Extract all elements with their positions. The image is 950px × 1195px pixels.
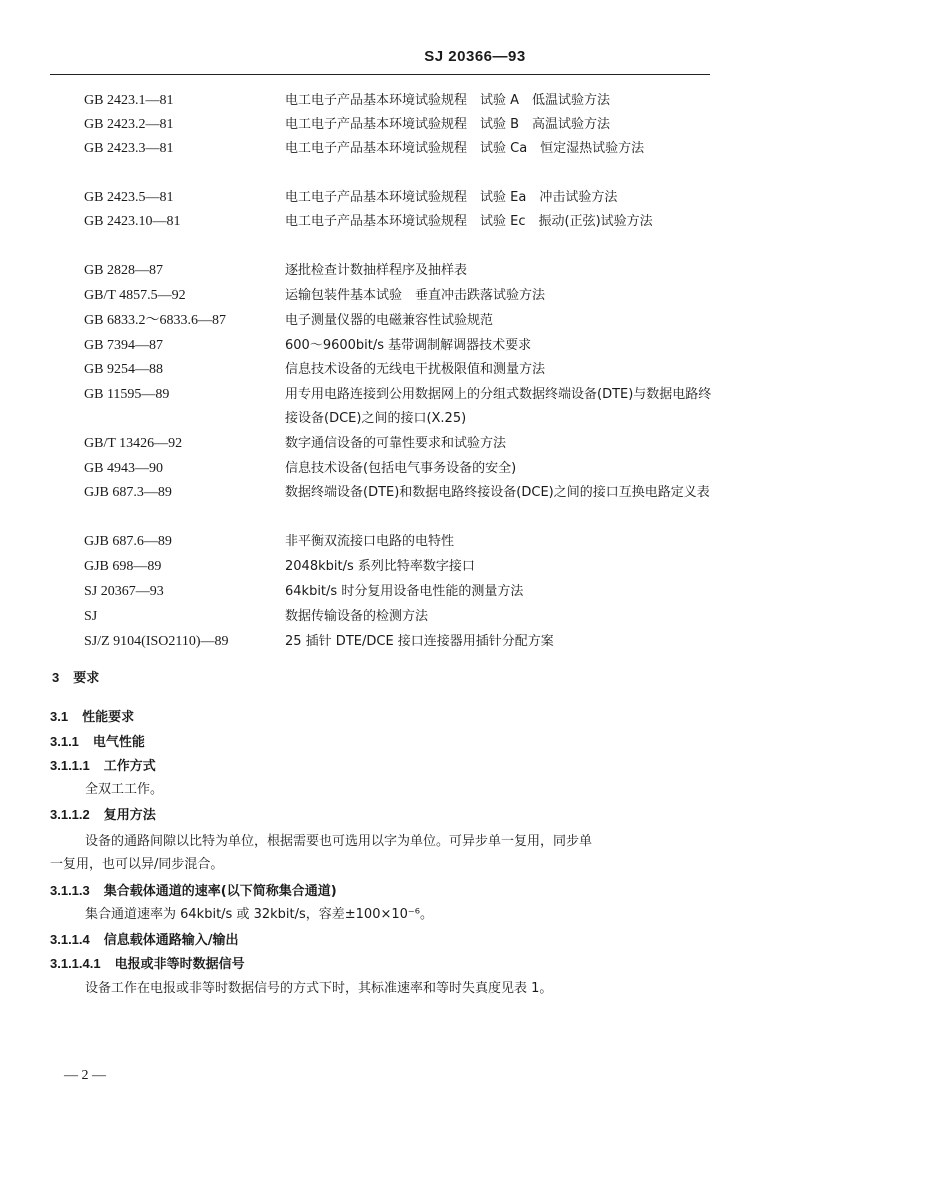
reference-row — [0, 383, 950, 426]
reference-code: GB 2828—87 — [84, 263, 163, 278]
section-number: 3.1 — [50, 709, 69, 724]
reference-title: 25 插针 DTE/DCE 接口连接器用插针分配方案 — [285, 634, 554, 649]
page-number: — 2 — — [64, 1068, 106, 1083]
reference-code: GB 2423.1—81 — [84, 93, 174, 108]
reference-code: SJ — [84, 609, 98, 624]
reference-row — [0, 259, 950, 283]
reference-code: SJ/Z 9104(ISO2110)—89 — [84, 634, 229, 649]
section-heading-3-1-1-3 — [50, 879, 337, 904]
reference-row — [0, 580, 950, 604]
reference-title: 电工电子产品基本环境试验规程 试验 Ec 振动(正弦)试验方法 — [285, 214, 653, 229]
reference-row — [0, 481, 950, 505]
reference-code: GB 2423.2—81 — [84, 117, 174, 132]
reference-row — [0, 284, 950, 308]
section-title: 信息载体通路输入/输出 — [103, 933, 239, 948]
section-title: 性能要求 — [82, 710, 135, 725]
reference-title: 数字通信设备的可靠性要求和试验方法 — [285, 436, 507, 451]
reference-title: 600～9600bit/s 基带调制解调器技术要求 — [285, 338, 532, 353]
section-number: 3.1.1.2 — [50, 807, 90, 822]
reference-row — [0, 113, 950, 137]
section-heading-3-1 — [50, 705, 134, 730]
header-rule — [50, 74, 710, 75]
reference-title: 电工电子产品基本环境试验规程 试验 B 高温试验方法 — [285, 117, 611, 132]
reference-title: 电工电子产品基本环境试验规程 试验 Ca 恒定湿热试验方法 — [285, 141, 645, 156]
section-number: 3.1.1 — [50, 734, 79, 749]
reference-row — [0, 630, 950, 654]
reference-title: 信息技术设备的无线电干扰极限值和测量方法 — [285, 362, 546, 377]
section-title: 电报或非等时数据信号 — [114, 957, 245, 972]
section-title: 集合载体通道的速率(以下简称集合通道) — [103, 884, 337, 899]
reference-title: 数据传输设备的检测方法 — [285, 609, 429, 624]
reference-row — [0, 89, 950, 113]
section-number: 3 — [52, 670, 60, 685]
reference-title: 非平衡双流接口电路的电特性 — [285, 534, 455, 549]
section-heading-3-1-1-1 — [50, 754, 156, 779]
reference-code: GJB 687.3—89 — [84, 485, 172, 500]
paragraph: 设备工作在电报或非等时数据信号的方式下时，其标准速率和等时失真度见表 1。 — [85, 981, 553, 996]
reference-code: SJ 20367—93 — [84, 584, 164, 599]
reference-code: GJB 687.6—89 — [84, 534, 172, 549]
reference-title: 数据终端设备(DTE)和数据电路终接设备(DCE)之间的接口互换电路定义表 — [285, 485, 710, 500]
section-title: 要求 — [73, 671, 100, 686]
reference-title: 逐批检查计数抽样程序及抽样表 — [285, 263, 468, 278]
section-heading-3-1-1 — [50, 730, 145, 755]
section-heading-3-1-1-4 — [50, 928, 239, 953]
section-title: 工作方式 — [103, 759, 156, 774]
reference-code: GB 2423.10—81 — [84, 214, 181, 229]
section-title: 电气性能 — [92, 735, 145, 750]
reference-code: GB 7394—87 — [84, 338, 163, 353]
paragraph: 集合通道速率为 64kbit/s 或 32kbit/s，容差±100×10⁻⁶。 — [85, 907, 433, 922]
reference-title: 电工电子产品基本环境试验规程 试验 Ea 冲击试验方法 — [285, 190, 618, 205]
reference-code: GB 9254—88 — [84, 362, 163, 377]
reference-code: GB/T 13426—92 — [84, 436, 183, 451]
reference-code: GB/T 4857.5—92 — [84, 288, 186, 303]
paragraph-continuation: 一复用，也可以异/同步混合。 — [50, 857, 224, 872]
reference-title: 用专用电路连接到公用数据网上的分组式数据终端设备(DTE)与数据电路终接设备(DCE)之间的接口(X.25) — [285, 387, 712, 426]
reference-row — [0, 137, 950, 161]
section-heading-3-1-1-4-1 — [50, 952, 245, 977]
section-title: 复用方法 — [103, 808, 156, 823]
reference-code: GB 2423.3—81 — [84, 141, 174, 156]
section-number: 3.1.1.4.1 — [50, 956, 101, 971]
reference-title: 电子测量仪器的电磁兼容性试验规范 — [285, 313, 494, 328]
reference-row — [0, 605, 950, 629]
reference-row — [0, 309, 950, 333]
reference-row — [0, 457, 950, 481]
reference-title: 2048kbit/s 系列比特率数字接口 — [285, 559, 475, 574]
paragraph: 设备的通路间隙以比特为单位，根据需要也可选用以字为单位。可异步单一复用，同步单 — [85, 834, 593, 849]
reference-row — [0, 358, 950, 382]
document-id-header: SJ 20366—93 — [424, 48, 526, 65]
reference-code: GB 2423.5—81 — [84, 190, 174, 205]
reference-title: 64kbit/s 时分复用设备电性能的测量方法 — [285, 584, 524, 599]
reference-row — [0, 186, 950, 210]
reference-code: GB 6833.2～6833.6—87 — [84, 313, 226, 328]
reference-row — [0, 432, 950, 456]
reference-code: GB 11595—89 — [84, 387, 170, 402]
section-number: 3.1.1.3 — [50, 883, 90, 898]
reference-row — [0, 555, 950, 579]
paragraph: 全双工工作。 — [85, 782, 164, 797]
section-number: 3.1.1.4 — [50, 932, 90, 947]
section-heading-3-1-1-2 — [50, 803, 156, 828]
section-heading-3 — [52, 666, 99, 691]
reference-title: 电工电子产品基本环境试验规程 试验 A 低温试验方法 — [285, 93, 611, 108]
section-number: 3.1.1.1 — [50, 758, 90, 773]
reference-title: 运输包装件基本试验 垂直冲击跌落试验方法 — [285, 288, 546, 303]
reference-row — [0, 530, 950, 554]
reference-title: 信息技术设备(包括电气事务设备的安全) — [285, 461, 517, 476]
reference-code: GB 4943—90 — [84, 461, 163, 476]
reference-row — [0, 210, 950, 234]
reference-code: GJB 698—89 — [84, 559, 162, 574]
reference-row — [0, 334, 950, 358]
